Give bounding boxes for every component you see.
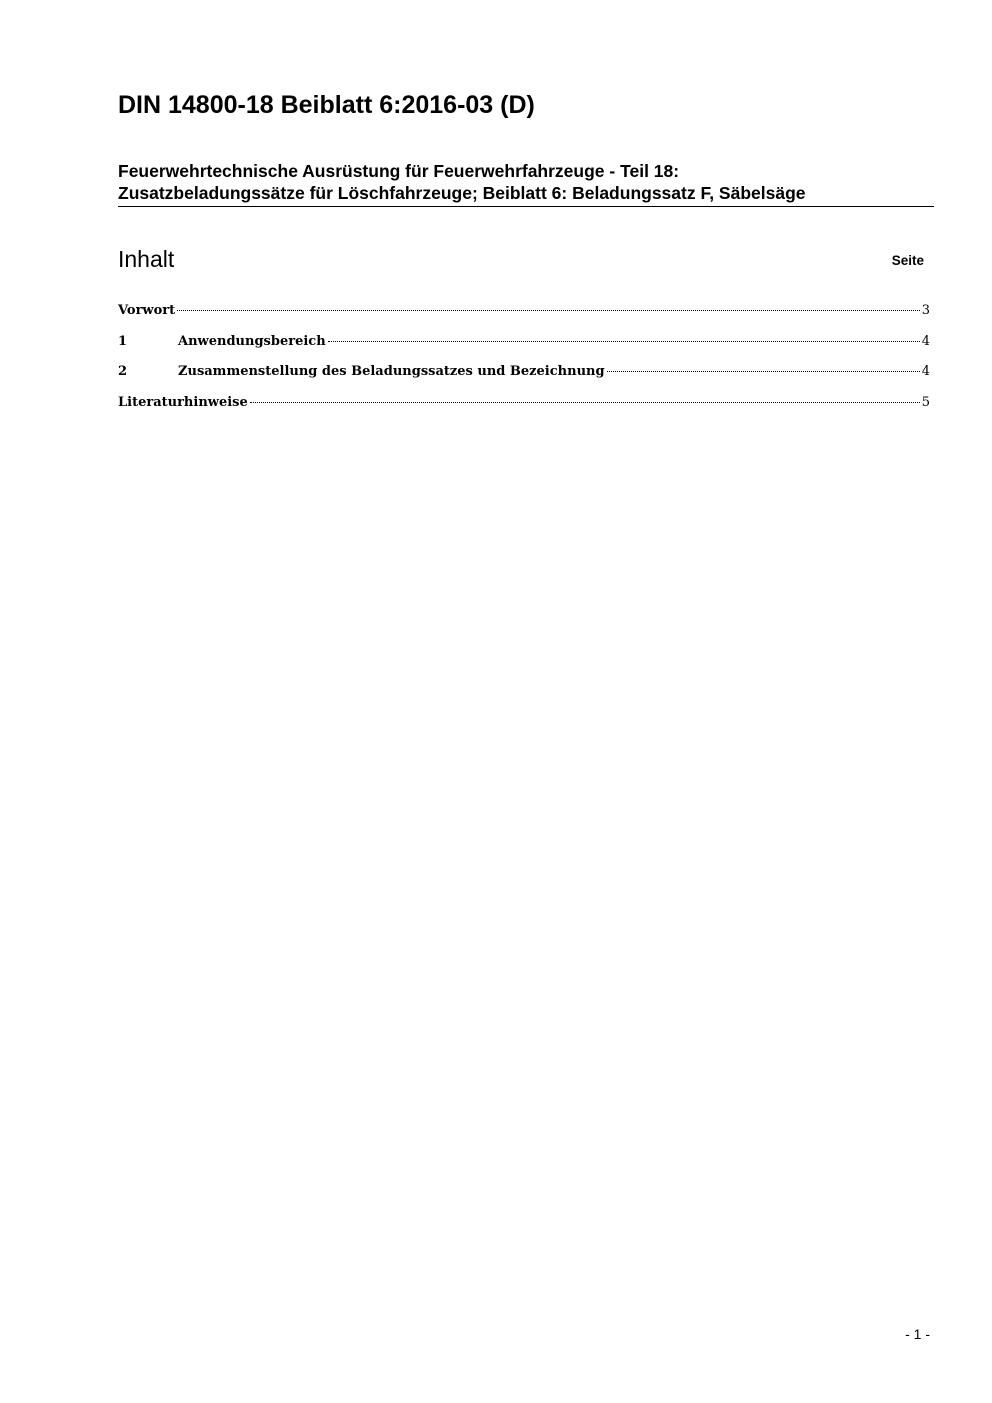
toc-entry-page: 3 [921,303,930,318]
toc-entry-vorwort[interactable] [118,301,930,321]
toc-dot-leader [607,370,920,372]
toc-page-column-label: Seite [891,253,924,268]
toc-entry-title: Literaturhinweise [118,394,248,410]
toc-entry-page: 4 [921,333,930,349]
toc-entry-zusammenstellung[interactable] [118,362,930,382]
toc-entry-number: 1 [118,333,128,349]
page-number: - 1 - [905,1326,930,1342]
toc-dot-leader [328,340,920,342]
document-subtitle-line-1: Feuerwehrtechnische Ausrüstung für Feuerwehrfahrzeuge - Teil 18: [118,161,680,181]
toc-entry-page: 4 [921,364,930,379]
document-title: DIN 14800-18 Beiblatt 6:2016-03 (D) [118,91,535,119]
toc-entry-number: 2 [118,364,128,379]
toc-dot-leader [250,401,920,403]
document-subtitle-line-2: Zusatzbeladungssätze für Löschfahrzeuge; Beiblatt 6: Beladungssatz F, Säbelsäge [118,183,806,203]
toc-entry-title: Anwendungsbereich [178,333,326,349]
toc-entry-title: Vorwort [118,303,176,318]
toc-dot-leader [177,309,920,311]
document-subtitle [118,160,934,207]
toc-entry-title: Zusammenstellung des Beladungssatzes und Bezeichnung [178,364,605,379]
toc-heading: Inhalt [118,246,175,272]
toc-entry-literaturhinweise[interactable] [118,393,930,413]
toc-entry-anwendungsbereich[interactable] [118,332,930,352]
table-of-contents [118,301,930,423]
toc-entry-page: 5 [921,394,930,410]
